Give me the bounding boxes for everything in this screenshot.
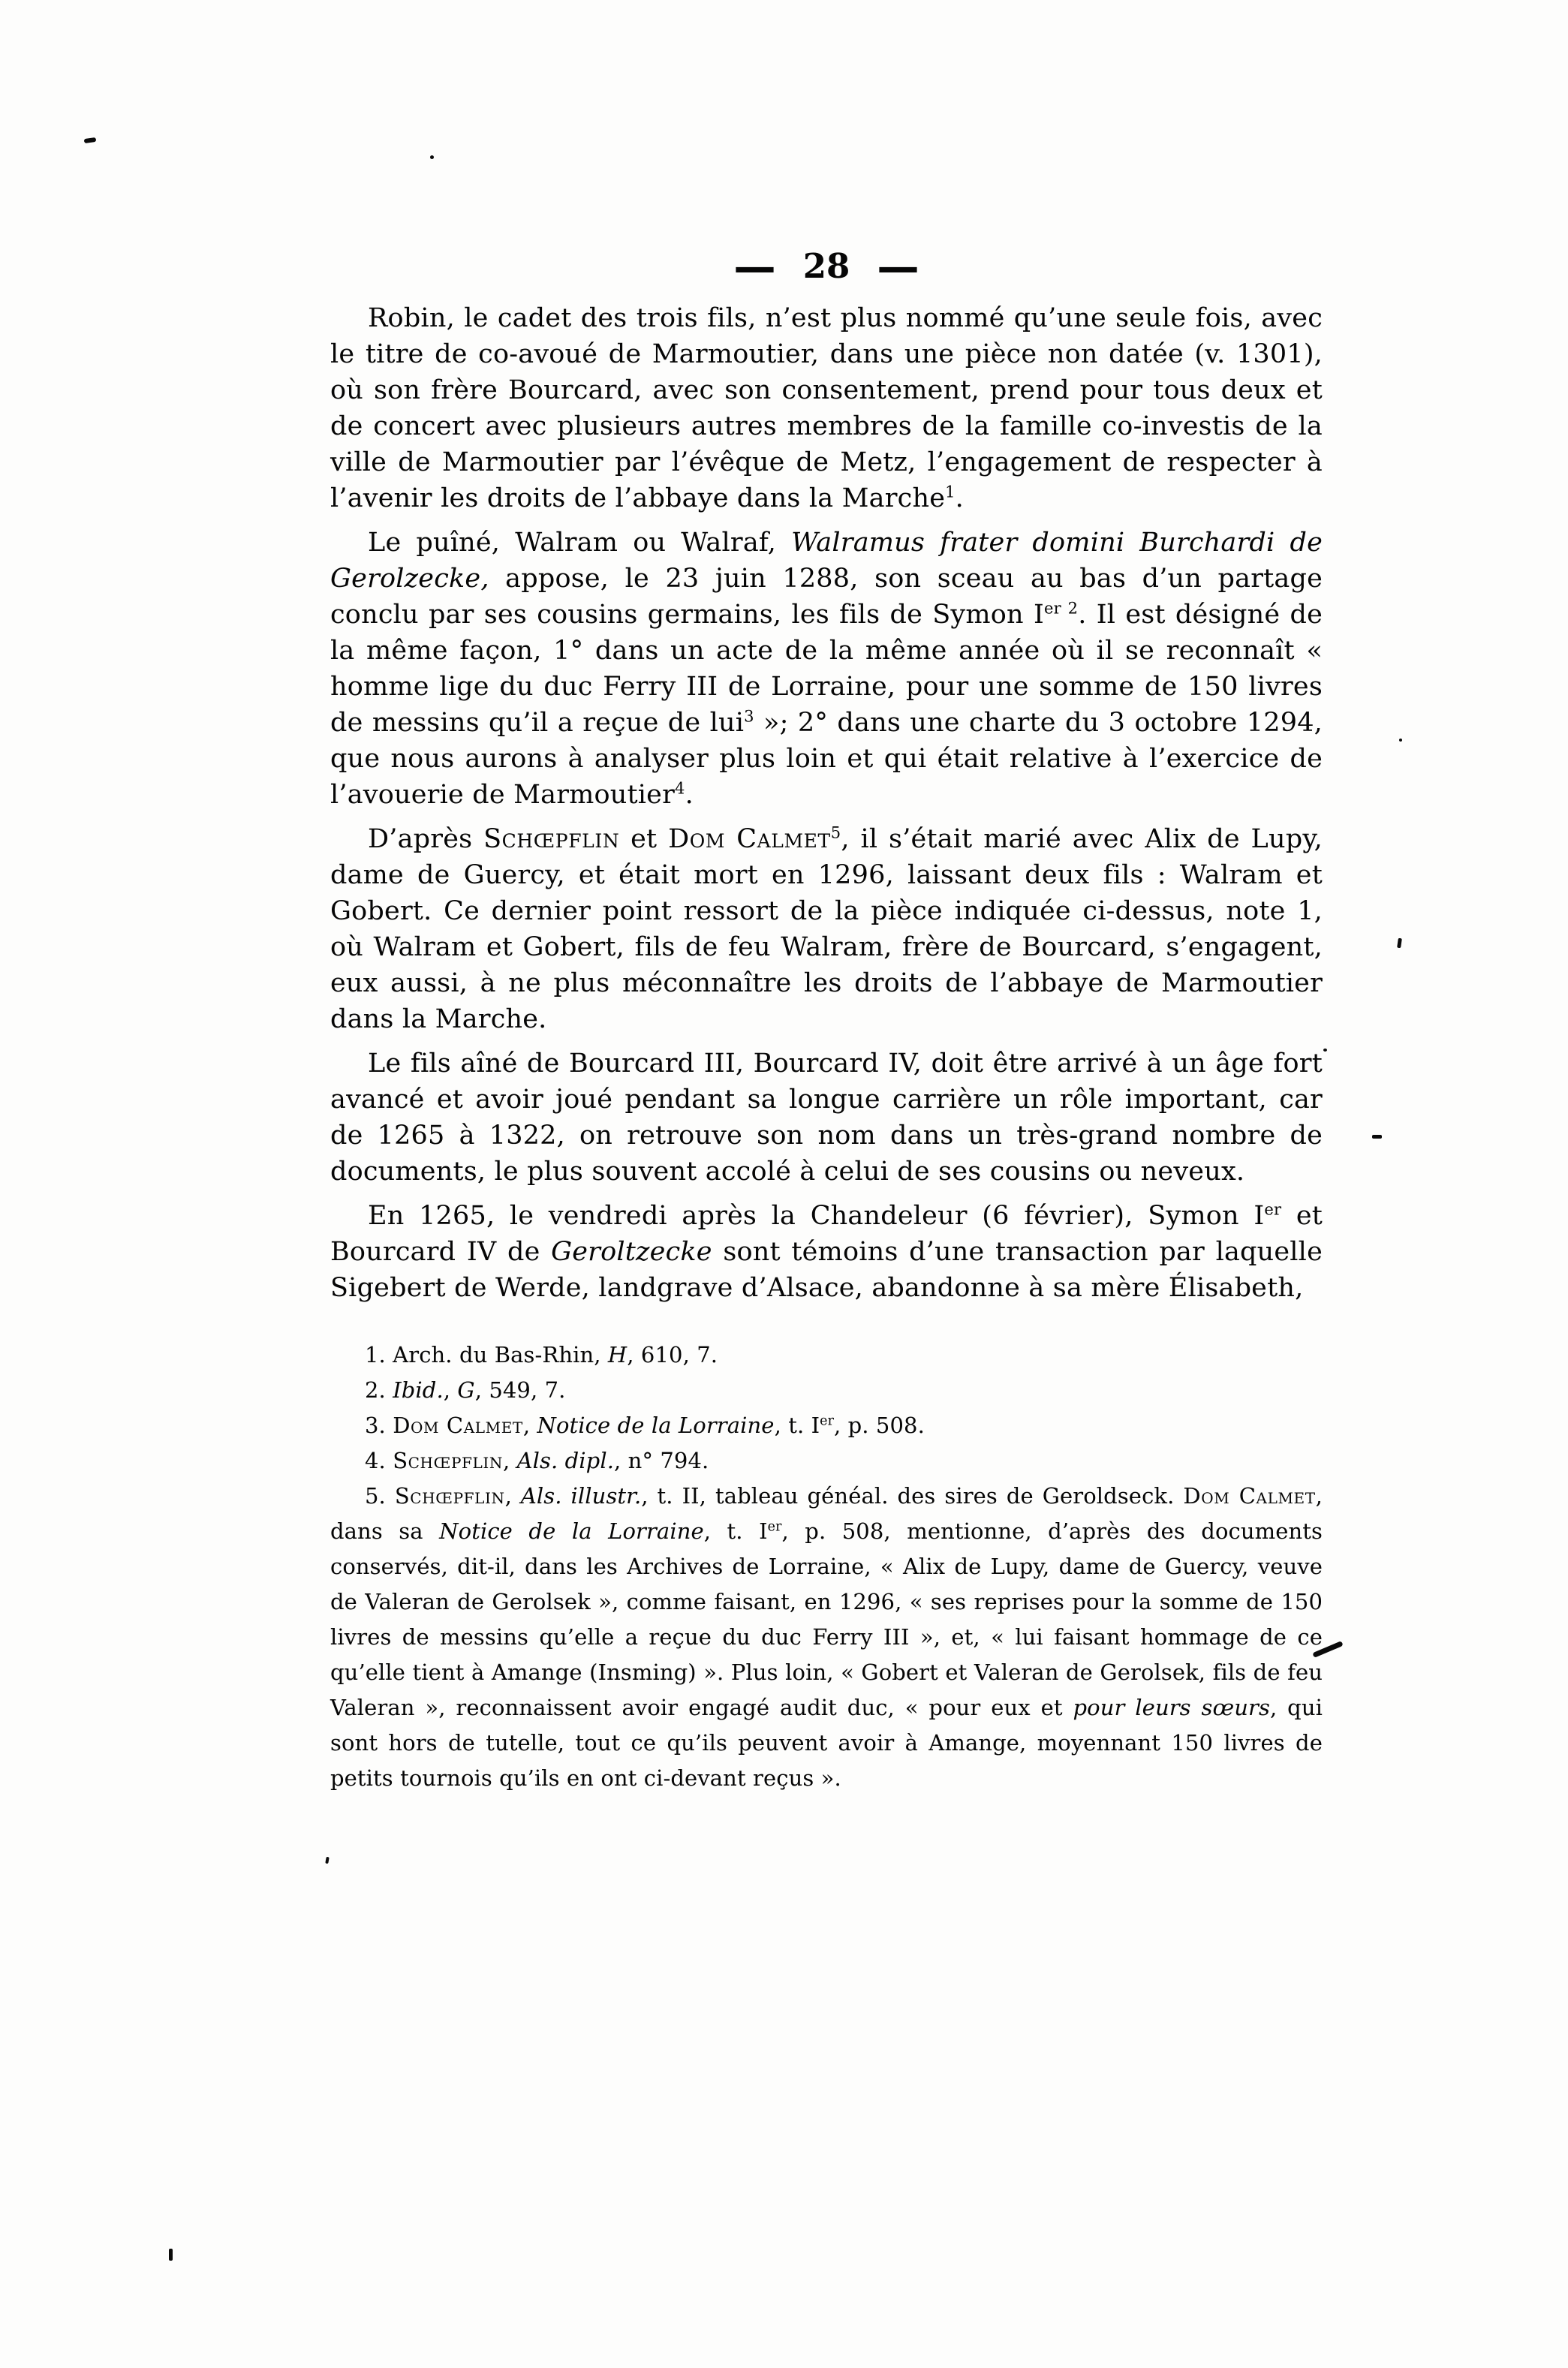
text-run: ,: [502, 1448, 517, 1473]
text-run: , t. II, tableau généal. des sires de Geroldseck.: [641, 1483, 1184, 1509]
ink-speck: [430, 155, 434, 159]
footnote-ref: 1: [945, 483, 956, 501]
footnote-ref: 5: [830, 823, 841, 842]
page-header: [330, 239, 1323, 293]
text-run: .: [955, 483, 964, 513]
superscript: er: [767, 1519, 782, 1535]
text-run: , t. I: [774, 1413, 820, 1438]
footnote-3: [330, 1408, 1323, 1443]
header-dash-right: —: [877, 239, 919, 293]
text-run: , 610, 7.: [627, 1342, 718, 1368]
text-run: Dom Calmet: [1183, 1483, 1316, 1509]
text-run: Walramus frater domini Burchardi de Gerolzecke,: [330, 528, 1323, 594]
text-run: Le fils aîné de Bourcard III, Bourcard IV, doit être arrivé à un âge fort avancé et avoir joué pendant sa longue carrière un rôle important, car de 1265 à 1322, on retrouve son nom dans un très-grand nombre de documents, le plus souvent accolé à celui de ses cousins ou neveux.: [330, 1049, 1323, 1187]
ink-speck: [169, 2249, 173, 2261]
text-run: 1. Arch. du Bas-Rhin,: [365, 1342, 608, 1368]
text-run: sont témoins d’une transaction par laquelle Sigebert de Werde, landgrave d’Alsace, abandonne à sa mère Élisabeth,: [330, 1237, 1323, 1303]
footnote-ref: er 2: [1043, 599, 1079, 618]
text-run: , n° 794.: [614, 1448, 709, 1473]
ink-speck: [84, 137, 97, 143]
ink-speck: [1397, 938, 1402, 949]
text-run: ,: [443, 1377, 458, 1403]
ink-speck: [1399, 739, 1402, 742]
text-run: Schœpflin: [394, 1483, 505, 1509]
text-run: Dom Calmet: [393, 1413, 523, 1438]
text-run: Als. dipl.: [516, 1448, 615, 1473]
text-run: G: [457, 1377, 475, 1403]
text-run: ,: [504, 1483, 521, 1509]
footnote-5: [330, 1479, 1323, 1796]
text-run: En 1265, le vendredi après la Chandeleur (6 février), Symon I: [368, 1201, 1265, 1231]
text-run: Notice de la Lorraine: [537, 1413, 775, 1438]
text-run: Le puîné, Walram ou Walraf,: [368, 528, 792, 558]
text-run: Als. illustr.: [520, 1483, 642, 1509]
text-run: appose, le 23 juin 1288, son sceau au bas d’un partage conclu par ses cousins germains, les fils de Symon I: [330, 564, 1323, 630]
paragraph-1: [330, 300, 1323, 516]
text-run: ,: [522, 1413, 537, 1438]
footnote-1: [330, 1337, 1323, 1373]
footnote-ref: er: [1264, 1200, 1282, 1219]
page-number: 28: [802, 246, 850, 286]
ink-speck: [1323, 1049, 1327, 1052]
ink-speck: [325, 1857, 330, 1864]
paragraph-3: [330, 821, 1323, 1037]
text-run: Geroltzecke: [551, 1237, 712, 1267]
text-run: 3.: [365, 1413, 393, 1438]
superscript: er: [820, 1413, 834, 1429]
text-run: 4.: [365, 1448, 393, 1473]
text-run: D’après: [368, 824, 484, 854]
text-run: Robin, le cadet des trois fils, n’est plus nommé qu’une seule fois, avec le titre de co-avoué de Marmoutier, dans une pièce non datée (v. 1301), où son frère Bourcard, avec son consentement, prend pour tous deux et de concert avec plusieurs autres membres de la famille co-investis de la ville de Marmoutier par l’évêque de Metz, l’engagement de respecter à l’avenir les droits de l’abbaye dans la Marche: [330, 303, 1323, 513]
text-run: 5.: [365, 1483, 395, 1509]
text-run: , p. 508, mentionne, d’après des documents conservés, dit-il, dans les Archives de Lorraine, « Alix de Lupy, dame de Guercy, veuve de Valeran de Gerolsek », comme faisant, en 1296, « ses reprises pour la somme de 150 livres de messins qu’elle a reçue du duc Ferry III », et, « lui faisant hommage de ce qu’elle tient à Amange (Insming) ». Plus loin, « Gobert et Valeran de Gerolsek, fils de feu Valeran », reconnaissent avoir engagé audit duc, « pour eux et: [330, 1518, 1323, 1720]
text-run: 2.: [365, 1377, 393, 1403]
text-run: Schœpflin: [393, 1448, 503, 1473]
paragraph-4: [330, 1046, 1323, 1190]
text-run: pour leurs sœurs: [1073, 1695, 1270, 1720]
text-block: [330, 239, 1323, 1796]
text-run: »; 2° dans une charte du 3 octobre 1294, que nous aurons à analyser plus loin et qui était relative à l’exercice de l’avouerie de Marmoutier: [330, 708, 1323, 810]
text-run: , 549, 7.: [474, 1377, 566, 1403]
header-dash-left: —: [733, 239, 776, 293]
footnote-4: [330, 1443, 1323, 1479]
text-run: .: [685, 780, 694, 810]
text-run: Dom Calmet: [668, 824, 831, 854]
text-run: . Il est désigné de la même façon, 1° dans un acte de la même année où il se reconnaît « homme lige du duc Ferry III de Lorraine, pour une somme de 150 livres de messins qu’il a reçue de lui: [330, 600, 1323, 738]
text-run: et Bourcard IV de: [330, 1201, 1323, 1267]
body-paragraphs: [330, 300, 1323, 1306]
text-run: Schœpflin: [483, 824, 620, 854]
text-run: , dans sa: [330, 1483, 1323, 1544]
footnote-2: [330, 1373, 1323, 1408]
text-run: , p. 508.: [833, 1413, 925, 1438]
footnote-ref: 3: [744, 707, 754, 726]
footnotes: [330, 1337, 1323, 1796]
paragraph-2: [330, 525, 1323, 813]
text-run: , il s’était marié avec Alix de Lupy, dame de Guercy, et était mort en 1296, laissant deux fils : Walram et Gobert. Ce dernier point ressort de la pièce indiquée ci-dessus, note 1, où Walram et Gobert, fils de feu Walram, frère de Bourcard, s’engagent, eux aussi, à ne plus méconnaître les droits de l’abbaye de Marmoutier dans la Marche.: [330, 824, 1323, 1034]
text-run: , t. I: [703, 1518, 768, 1544]
text-run: , qui sont hors de tutelle, tout ce qu’ils peuvent avoir à Amange, moyennant 150 livres de petits tournois qu’ils en ont ci-devant reçus ».: [330, 1695, 1323, 1791]
ink-speck: [1372, 1135, 1382, 1139]
text-run: Ibid.: [393, 1377, 444, 1403]
text-run: Notice de la Lorraine: [439, 1518, 704, 1544]
paragraph-5: [330, 1198, 1323, 1306]
text-run: et: [619, 824, 669, 854]
text-run: H: [607, 1342, 628, 1368]
footnote-ref: 4: [675, 779, 685, 798]
